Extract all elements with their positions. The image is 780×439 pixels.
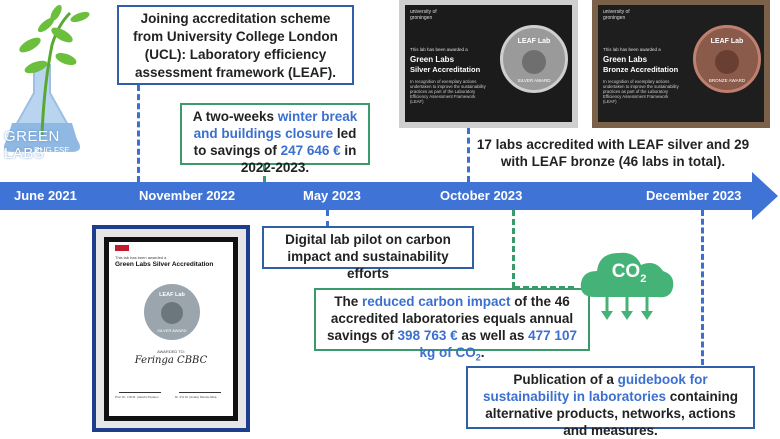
date-october-2023: October 2023 [440, 188, 523, 203]
leaf-bronze-badge: LEAF Lab BRONZE AWARD [693, 25, 761, 93]
timeline-arrowhead [752, 172, 778, 220]
winter-break-box: A two-weeks winter break and buildings closure led to savings of 247 646 € in 2022-2023. [180, 103, 370, 165]
framed-leaf-badge: LEAF Lab SILVER AWARD [144, 284, 200, 340]
carbon-impact-box: The reduced carbon impact of the 46 accredited laboratories equals annual savings of 398 763 € as well as 477 107 kg of $CO_2$. [314, 288, 590, 351]
logo-sub: RUG FSE [34, 146, 70, 155]
green-labs-logo [0, 5, 92, 170]
bronze-certificate-photo: university of groningen This lab has been awarded a Green Labs Bronze Accreditation In recognition of exemplary actions undertaken to improve the sustainability practices as part of the Laboratory Efficiency Assessment Framework (LEAF) LEAF Lab BRONZE AWARD [592, 0, 770, 128]
connector-dec-2023 [701, 210, 704, 365]
winter-savings-value: 247 646 € [280, 143, 341, 158]
connector-oct-bottom [512, 210, 515, 288]
winter-highlight: winter break and buildings closure [193, 109, 358, 141]
silver-certificate-photo: university of groningen This lab has been awarded a Green Labs Silver Accreditation In recognition of exemplary actions undertaken to improve the sustainability practices as part of the Laboratory Efficiency Assessment Framework (LEAF) LEAF Lab SILVER AWARD [399, 0, 578, 128]
framed-certificate-photo: This lab has been awarded a Green Labs Silver Accreditation LEAF Lab SILVER AWARD AWARDED TO: Feringa CBBC Prof. Dr. J.W.M. (Jacob) Poulsen Dr. P.A.M. (Andre) Morais-Silva [92, 225, 250, 432]
co2-savings-value: 477 107 kg of CO [419, 328, 577, 360]
date-december-2023: December 2023 [646, 188, 742, 203]
carbon-savings-value: 398 763 € [397, 328, 458, 343]
digital-lab-box [262, 226, 474, 281]
leaf-join-text: Joining accreditation scheme from University College London (UCL): Laboratory efficiency assessment framework (LEAF). [133, 11, 338, 80]
leaf-silver-badge: LEAF Lab SILVER AWARD [500, 25, 568, 93]
leaf-join-box [117, 5, 354, 85]
logo-name: GREEN LABS [4, 128, 60, 162]
co2-cloud-icon [577, 245, 677, 323]
digital-lab-text: Digital lab pilot on carbon impact and sustainability efforts [285, 232, 451, 281]
date-may-2023: May 2023 [303, 188, 361, 203]
connector-nov-2022 [137, 85, 140, 182]
timeline-bar [0, 182, 755, 210]
date-november-2022: November 2022 [139, 188, 236, 203]
guidebook-highlight: guidebook for sustainability in laboratories [482, 372, 708, 404]
date-june-2021: June 2021 [14, 188, 77, 203]
guidebook-box: Publication of a guidebook for sustainability in laboratories containing alternative products, networks, actions and measures. [466, 366, 755, 429]
carbon-highlight: reduced carbon impact [361, 294, 511, 309]
co2-label: $CO_2$ [611, 261, 647, 285]
framed-recipient: Feringa CBBC [134, 355, 208, 366]
labs-accredited-text: 17 labs accredited with LEAF silver and 29 with LEAF bronze (46 labs in total). [476, 137, 750, 169]
connector-may-2023 [326, 210, 329, 227]
